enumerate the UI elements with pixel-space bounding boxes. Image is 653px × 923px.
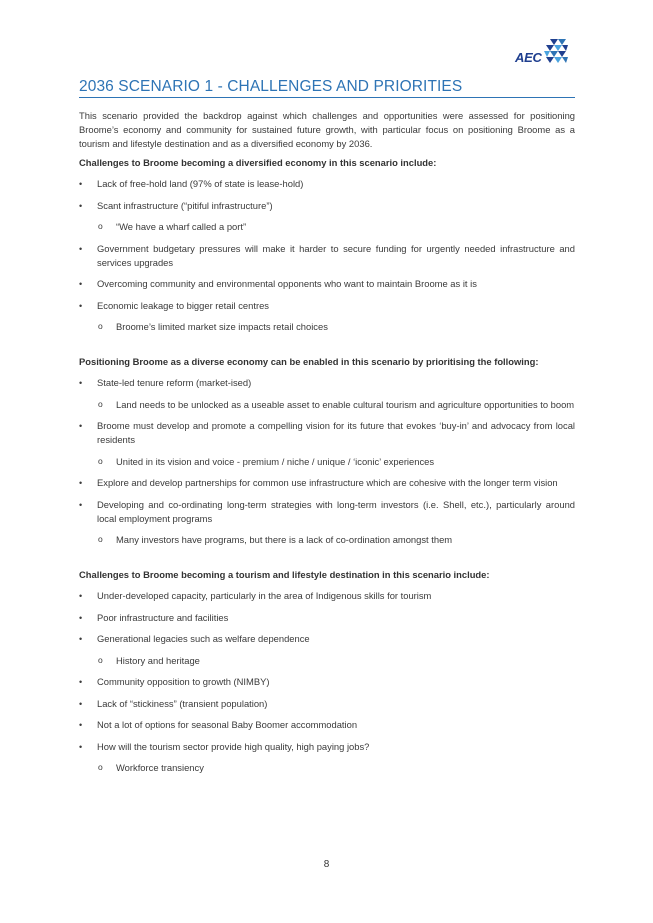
section-heading-diverse-priorities: Positioning Broome as a diverse economy can be enabled in this scenario by prioritising the following: xyxy=(79,356,539,367)
list-item: • Scant infrastructure (“pitiful infrastructure”) xyxy=(79,199,575,213)
list-item: • Explore and develop partnerships for common use infrastructure which are cohesive with the longer term vision xyxy=(79,476,575,490)
diverse-priorities-list xyxy=(79,376,575,547)
list-item: • State-led tenure reform (market-ised) xyxy=(79,376,575,390)
list-item: • Community opposition to growth (NIMBY) xyxy=(79,675,575,689)
page-number: 8 xyxy=(323,859,330,870)
list-item: • Broome must develop and promote a compelling vision for its future that evokes ‘buy-in’ and advocacy from local residents xyxy=(79,419,575,447)
diversified-challenges-list xyxy=(79,177,575,334)
list-item: • Poor infrastructure and facilities xyxy=(79,611,575,625)
logo-text: AEC xyxy=(515,50,542,65)
list-item: • Generational legacies such as welfare dependence xyxy=(79,632,575,646)
section-heading-diversified-challenges: Challenges to Broome becoming a diversified economy in this scenario include: xyxy=(79,157,437,168)
list-item: • Under-developed capacity, particularly in the area of Indigenous skills for tourism xyxy=(79,589,575,603)
list-item: • Government budgetary pressures will make it harder to secure funding for urgently needed infrastructure and services upgrades xyxy=(79,242,575,270)
list-item: • Economic leakage to bigger retail centres xyxy=(79,299,575,313)
logo-mosaic-icon xyxy=(544,39,568,65)
page-title: 2036 SCENARIO 1 - CHALLENGES AND PRIORITIES xyxy=(79,78,463,95)
sub-list-item: o Workforce transiency xyxy=(79,761,575,775)
sub-list-item: o Many investors have programs, but there is a lack of co-ordination amongst them xyxy=(79,533,575,547)
section-heading-tourism-challenges: Challenges to Broome becoming a tourism and lifestyle destination in this scenario include: xyxy=(79,569,490,580)
list-item: • Not a lot of options for seasonal Baby Boomer accommodation xyxy=(79,718,575,732)
sub-list-item: o Land needs to be unlocked as a useable asset to enable cultural tourism and agriculture opportunities to boom xyxy=(79,398,575,412)
sub-list-item: o Broome’s limited market size impacts retail choices xyxy=(79,320,575,334)
intro-paragraph: This scenario provided the backdrop against which challenges and opportunities were assessed for positioning Broome’s economy and community for sustained future growth, with particular focus on positioning Broome as a tourism and lifestyle destination and as a diversified economy by 2036. xyxy=(79,110,575,149)
list-item: • How will the tourism sector provide high quality, high paying jobs? xyxy=(79,740,575,754)
sub-list-item: o “We have a wharf called a port” xyxy=(79,220,575,234)
aec-logo xyxy=(515,39,568,65)
list-item: • Developing and co-ordinating long-term strategies with long-term investors (i.e. Shell, etc.), particularly around local employment programs xyxy=(79,498,575,526)
document-body xyxy=(79,109,575,783)
title-underline xyxy=(79,97,575,98)
sub-list-item: o United in its vision and voice - premium / niche / unique / ‘iconic’ experiences xyxy=(79,455,575,469)
list-item: • Overcoming community and environmental opponents who want to maintain Broome as it is xyxy=(79,277,575,291)
list-item: • Lack of “stickiness” (transient population) xyxy=(79,697,575,711)
list-item: • Lack of free-hold land (97% of state is lease-hold) xyxy=(79,177,575,191)
sub-list-item: o History and heritage xyxy=(79,654,575,668)
tourism-challenges-list xyxy=(79,589,575,775)
